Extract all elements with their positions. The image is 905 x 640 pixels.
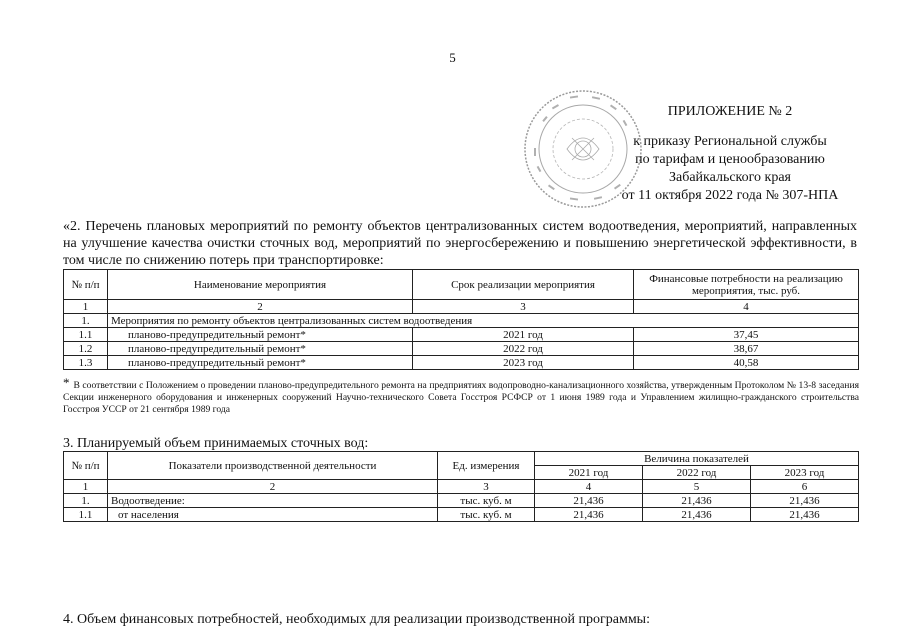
header-values: Величина показателей [535, 452, 859, 466]
row-name: от населения [108, 508, 438, 522]
section-4-heading: 4. Объем финансовых потребностей, необходимых для реализации производственной программы: [63, 612, 650, 627]
appendix-line-3: Забайкальского края [668, 170, 791, 185]
table-row [64, 328, 859, 342]
header-num: № п/п [64, 452, 108, 480]
table-row [64, 494, 859, 508]
header-term: Срок реализации мероприятия [413, 270, 634, 300]
group-title: Мероприятия по ремонту объектов централизованных систем водоотведения [108, 314, 859, 328]
col-number: 4 [634, 300, 859, 314]
row-amount: 40,58 [634, 356, 859, 370]
repair-measures-table [63, 269, 859, 370]
row-name: Водоотведение: [108, 494, 438, 508]
col-number: 5 [643, 480, 751, 494]
footnote-mark: * [63, 375, 70, 390]
row-unit: тыс. куб. м [438, 494, 535, 508]
col-number: 3 [413, 300, 634, 314]
appendix-header [600, 103, 860, 205]
row-amount: 38,67 [634, 342, 859, 356]
header-year: 2023 год [751, 466, 859, 480]
footnote-text: В соответствии с Положением о проведении планово-предупредительного ремонта на предприятиях водопроводно-канализационного хозяйства, утвержденным Протоколом № 13-8 заседания Секции инженерного оборудования и инженерных сооружений Научно-технического Совета Госстроя РСФСР от 1 июня 1989 года и Управлением жилищно-гражданского строительства Госстроя УССР от 21 сентября 1989 года [63, 380, 859, 415]
header-indicator: Показатели производственной деятельности [108, 452, 438, 480]
header-unit: Ед. измерения [438, 452, 535, 480]
appendix-line-4: от 11 октября 2022 года № 307-НПА [621, 188, 839, 203]
col-number: 2 [108, 300, 413, 314]
row-value: 21,436 [535, 508, 643, 522]
section-2-heading: «2. Перечень плановых мероприятий по ремонту объектов централизованных систем водоотведения, мероприятий, направленных на улучшение качества очистки сточных вод, мероприятий по энергосбережению и повышению энергетической эффективности, в том числе по снижению потерь при транспортировке: [63, 219, 857, 268]
row-num: 1.3 [64, 356, 108, 370]
header-num: № п/п [64, 270, 108, 300]
header-year: 2022 год [643, 466, 751, 480]
group-num: 1. [64, 314, 108, 328]
appendix-title: ПРИЛОЖЕНИЕ № 2 [667, 104, 793, 119]
row-term: 2021 год [413, 328, 634, 342]
row-name: планово-предупредительный ремонт* [108, 342, 413, 356]
row-value: 21,436 [643, 494, 751, 508]
row-value: 21,436 [535, 494, 643, 508]
row-num: 1. [64, 494, 108, 508]
row-unit: тыс. куб. м [438, 508, 535, 522]
col-number: 2 [108, 480, 438, 494]
row-num: 1.1 [64, 328, 108, 342]
col-number: 3 [438, 480, 535, 494]
row-amount: 37,45 [634, 328, 859, 342]
page-number: 5 [449, 50, 456, 65]
row-term: 2023 год [413, 356, 634, 370]
row-num: 1.1 [64, 508, 108, 522]
row-name: планово-предупредительный ремонт* [108, 328, 413, 342]
wastewater-volume-table [63, 451, 859, 522]
col-number: 6 [751, 480, 859, 494]
row-term: 2022 год [413, 342, 634, 356]
table-row [64, 342, 859, 356]
col-number: 1 [64, 480, 108, 494]
table-row [64, 508, 859, 522]
row-value: 21,436 [751, 494, 859, 508]
appendix-line-1: к приказу Региональной службы [633, 134, 827, 149]
header-name: Наименование мероприятия [108, 270, 413, 300]
section-3-heading: 3. Планируемый объем принимаемых сточных вод: [63, 436, 369, 451]
header-amount: Финансовые потребности на реализацию мероприятия, тыс. руб. [634, 270, 859, 300]
row-value: 21,436 [643, 508, 751, 522]
row-num: 1.2 [64, 342, 108, 356]
row-value: 21,436 [751, 508, 859, 522]
footnote [63, 377, 859, 416]
col-number: 4 [535, 480, 643, 494]
table-row [64, 356, 859, 370]
col-number: 1 [64, 300, 108, 314]
row-name: планово-предупредительный ремонт* [108, 356, 413, 370]
appendix-line-2: по тарифам и ценообразованию [635, 152, 825, 167]
header-year: 2021 год [535, 466, 643, 480]
